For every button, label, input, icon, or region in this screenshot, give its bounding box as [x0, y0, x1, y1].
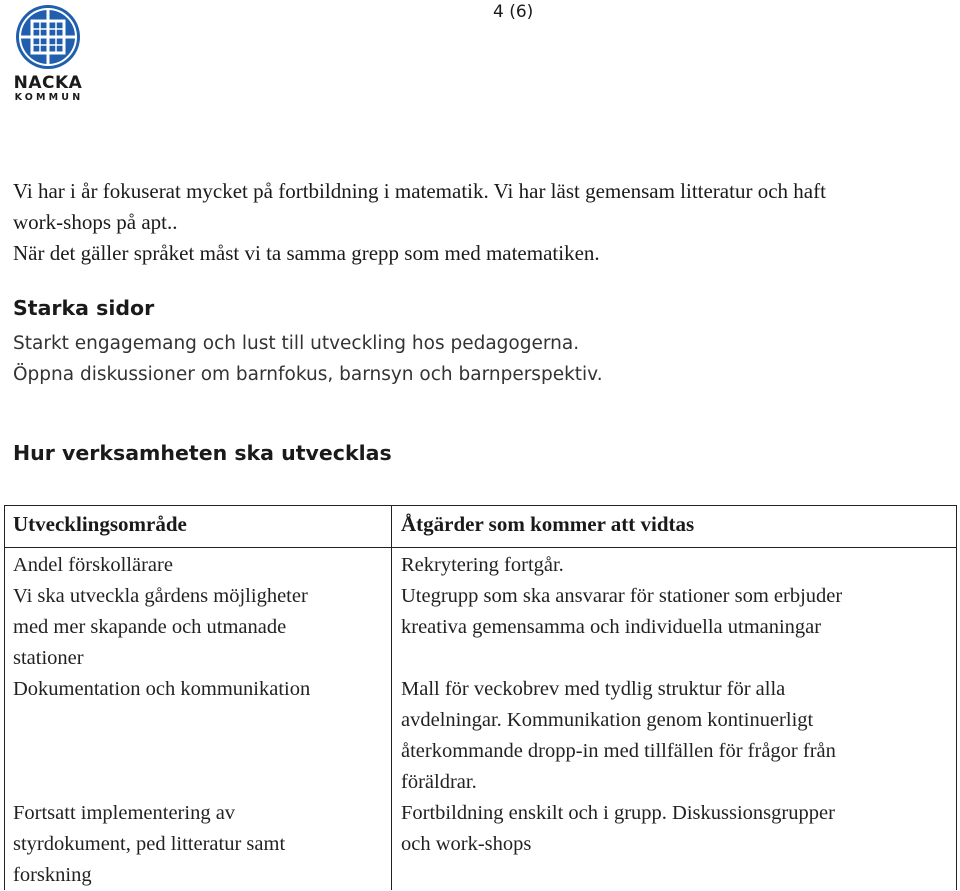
table-row-area: [13, 674, 383, 705]
table-row-action: [401, 798, 946, 860]
strengths-line: Starkt engagemang och lust till utveckling hos pedagogerna.: [13, 333, 580, 354]
cell-line: Mall för veckobrev med tydlig struktur för alla: [401, 678, 786, 700]
cell-line: Rekrytering fortgår.: [401, 554, 564, 576]
intro-paragraph: [13, 176, 948, 269]
strengths-heading: Starka sidor: [13, 296, 155, 320]
cell-line: Utegrupp som ska ansvarar för stationer som erbjuder: [401, 585, 843, 607]
cell-line: Fortbildning enskilt och i grupp. Diskussionsgrupper: [401, 802, 835, 824]
logo-emblem-icon: [16, 5, 80, 69]
intro-line: När det gäller språket måst vi ta samma grepp som med matematiken.: [13, 241, 600, 265]
strengths-paragraph: [13, 328, 603, 390]
intro-line: work-shops på apt..: [13, 210, 178, 234]
table-row-area: [13, 798, 383, 891]
header-divider: [5, 547, 956, 548]
cell-line: styrdokument, ped litteratur samt: [13, 833, 286, 855]
cell-line: Fortsatt implementering av: [13, 802, 236, 824]
development-table: [4, 505, 957, 890]
table-row-action: [401, 581, 946, 643]
cell-line: Andel förskollärare: [13, 554, 173, 576]
intro-line: Vi har i år fokuserat mycket på fortbildning i matematik. Vi har läst gemensam litteratur och haft: [13, 179, 826, 203]
logo-text-bottom: KOMMUN: [14, 92, 84, 103]
cell-line: återkommande dropp-in med tillfällen för frågor från: [401, 740, 836, 762]
table-row-action: [401, 674, 946, 798]
table-row-area: [13, 581, 383, 674]
cell-line: Dokumentation och kommunikation: [13, 678, 311, 700]
strengths-line: Öppna diskussioner om barnfokus, barnsyn och barnperspektiv.: [13, 364, 603, 385]
table-row-action: [401, 550, 946, 581]
cell-line: stationer: [13, 647, 84, 669]
development-heading: Hur verksamheten ska utvecklas: [13, 441, 392, 465]
cell-line: forskning: [13, 864, 92, 886]
cell-line: föräldrar.: [401, 771, 477, 793]
table-row-area: [13, 550, 383, 581]
cell-line: kreativa gemensamma och individuella utmaningar: [401, 616, 822, 638]
column-divider: [391, 506, 392, 890]
logo-text: [10, 74, 86, 103]
logo-text-top: NACKA: [13, 73, 83, 93]
cell-line: och work-shops: [401, 833, 532, 855]
cell-line: Vi ska utveckla gårdens möjligheter: [13, 585, 308, 607]
table-header-area: Utvecklingsområde: [13, 512, 187, 536]
cell-line: avdelningar. Kommunikation genom kontinuerligt: [401, 709, 814, 731]
cell-line: med mer skapande och utmanade: [13, 616, 287, 638]
page-number: 4 (6): [493, 2, 534, 22]
table-header-actions: Åtgärder som kommer att vidtas: [401, 512, 695, 536]
